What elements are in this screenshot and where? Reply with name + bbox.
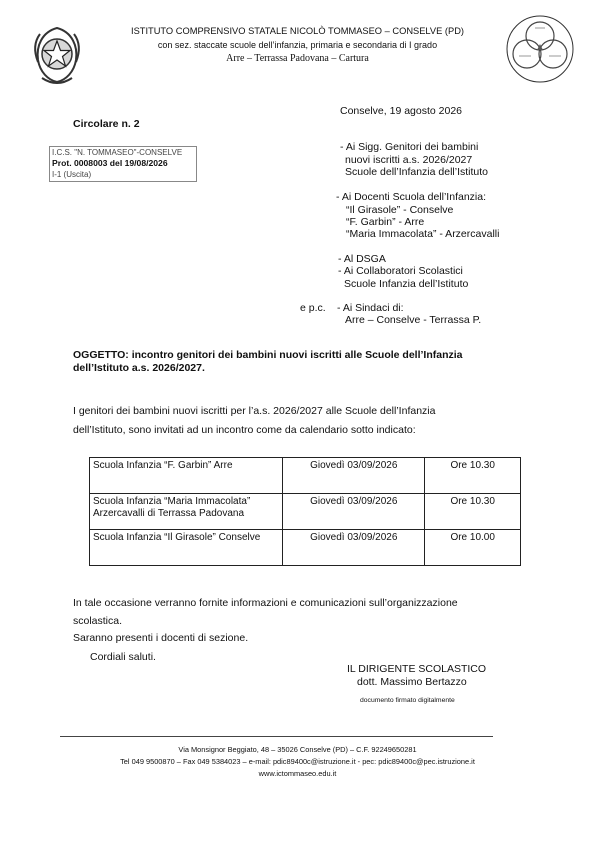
school-cell bbox=[90, 530, 283, 566]
time-cell: Ore 10.30 bbox=[425, 494, 521, 530]
signature-note: documento firmato digitalmente bbox=[360, 697, 455, 704]
closing-line-2: scolastica. bbox=[73, 615, 123, 627]
recipient-line: Arre – Conselve - Terrassa P. bbox=[345, 314, 482, 326]
school-name-cell: Scuola Infanzia “Maria Immacolata” bbox=[93, 496, 251, 507]
greeting: Cordiali saluti. bbox=[90, 651, 156, 663]
school-locations: Arre – Terrassa Padovana – Cartura bbox=[226, 53, 369, 64]
school-name-cell: Scuola Infanzia “Il Girasole” Conselve bbox=[93, 532, 261, 543]
recipient-line: - Ai Sigg. Genitori dei bambini bbox=[340, 141, 479, 153]
time-cell: Ore 10.00 bbox=[425, 530, 521, 566]
signature-title: IL DIRIGENTE SCOLASTICO bbox=[347, 663, 487, 675]
school-logo-icon bbox=[505, 14, 575, 84]
footer-contacts: Tel 049 9500870 – Fax 049 5384023 – e-mail: pdic89400c@istruzione.it - pec: pdic89400c@pec.istruzione.it bbox=[120, 757, 475, 766]
stamp-line-1: I.C.S. "N. TOMMASEO"-CONSELVE bbox=[52, 148, 183, 157]
school-sections: con sez. staccate scuole dell’infanzia, primaria e secondaria di I grado bbox=[157, 40, 438, 50]
circular-number: Circolare n. 2 bbox=[73, 118, 140, 130]
recipient-line: Scuole dell’Infanzia dell’Istituto bbox=[345, 166, 489, 178]
subject-line-1: OGGETTO: incontro genitori dei bambini nuovi iscritti alle Scuole dell’Infanzia bbox=[73, 349, 463, 361]
recipient-line: - Ai Collaboratori Scolastici bbox=[338, 265, 463, 277]
table-row bbox=[90, 494, 521, 530]
stamp-protocol: Prot. 0008003 del 19/08/2026 bbox=[52, 158, 168, 168]
recipient-line: Scuole Infanzia dell’Istituto bbox=[344, 278, 469, 290]
date-cell: Giovedì 03/09/2026 bbox=[283, 458, 425, 494]
footer-address: Via Monsignor Beggiato, 48 – 35026 Conselve (PD) – C.F. 92249650281 bbox=[178, 745, 417, 754]
schedule-table bbox=[89, 457, 521, 566]
school-location-cell: Arzercavalli di Terrassa Padovana bbox=[93, 508, 245, 519]
recipient-line: - Ai Docenti Scuola dell’Infanzia: bbox=[336, 191, 486, 203]
closing-line-3: Saranno presenti i docenti di sezione. bbox=[73, 632, 249, 644]
footer-divider bbox=[60, 736, 493, 737]
time-cell: Ore 10.30 bbox=[425, 458, 521, 494]
school-name-cell: Scuola Infanzia “F. Garbin” Arre bbox=[93, 460, 233, 471]
school-cell bbox=[90, 458, 283, 494]
recipient-line: “F. Garbin” - Arre bbox=[346, 216, 425, 228]
recipient-line: “Maria Immacolata” - Arzercavalli bbox=[346, 228, 500, 240]
date-cell: Giovedì 03/09/2026 bbox=[283, 530, 425, 566]
table-row bbox=[90, 530, 521, 566]
intro-line-1: I genitori dei bambini nuovi iscritti per l’a.s. 2026/2027 alle Scuole dell’Infanzia bbox=[73, 405, 436, 417]
cc-label: e p.c. bbox=[300, 302, 326, 314]
stamp-line-3: I-1 (Uscita) bbox=[52, 170, 92, 179]
recipient-line: - Ai Sindaci di: bbox=[337, 302, 404, 314]
recipient-line: “Il Girasole” - Conselve bbox=[346, 204, 454, 216]
recipient-line: nuovi iscritti a.s. 2026/2027 bbox=[345, 154, 473, 166]
signature-name: dott. Massimo Bertazzo bbox=[357, 676, 467, 688]
footer-website: www.ictommaseo.edu.it bbox=[258, 769, 337, 778]
subject-line-2: dell’Istituto a.s. 2026/2027. bbox=[73, 362, 205, 374]
protocol-stamp bbox=[49, 146, 197, 182]
place-date: Conselve, 19 agosto 2026 bbox=[340, 105, 463, 117]
closing-line-1: In tale occasione verranno fornite informazioni e comunicazioni sull’organizzazione bbox=[73, 597, 458, 609]
republic-emblem-icon bbox=[28, 22, 86, 88]
intro-line-2: dell’Istituto, sono invitati ad un incontro come da calendario sotto indicato: bbox=[73, 424, 416, 436]
date-cell: Giovedì 03/09/2026 bbox=[283, 494, 425, 530]
table-row bbox=[90, 458, 521, 494]
school-cell bbox=[90, 494, 283, 530]
school-name: ISTITUTO COMPRENSIVO STATALE NICOLÒ TOMMASEO – CONSELVE (PD) bbox=[130, 26, 465, 36]
recipient-line: - Al DSGA bbox=[338, 253, 386, 265]
